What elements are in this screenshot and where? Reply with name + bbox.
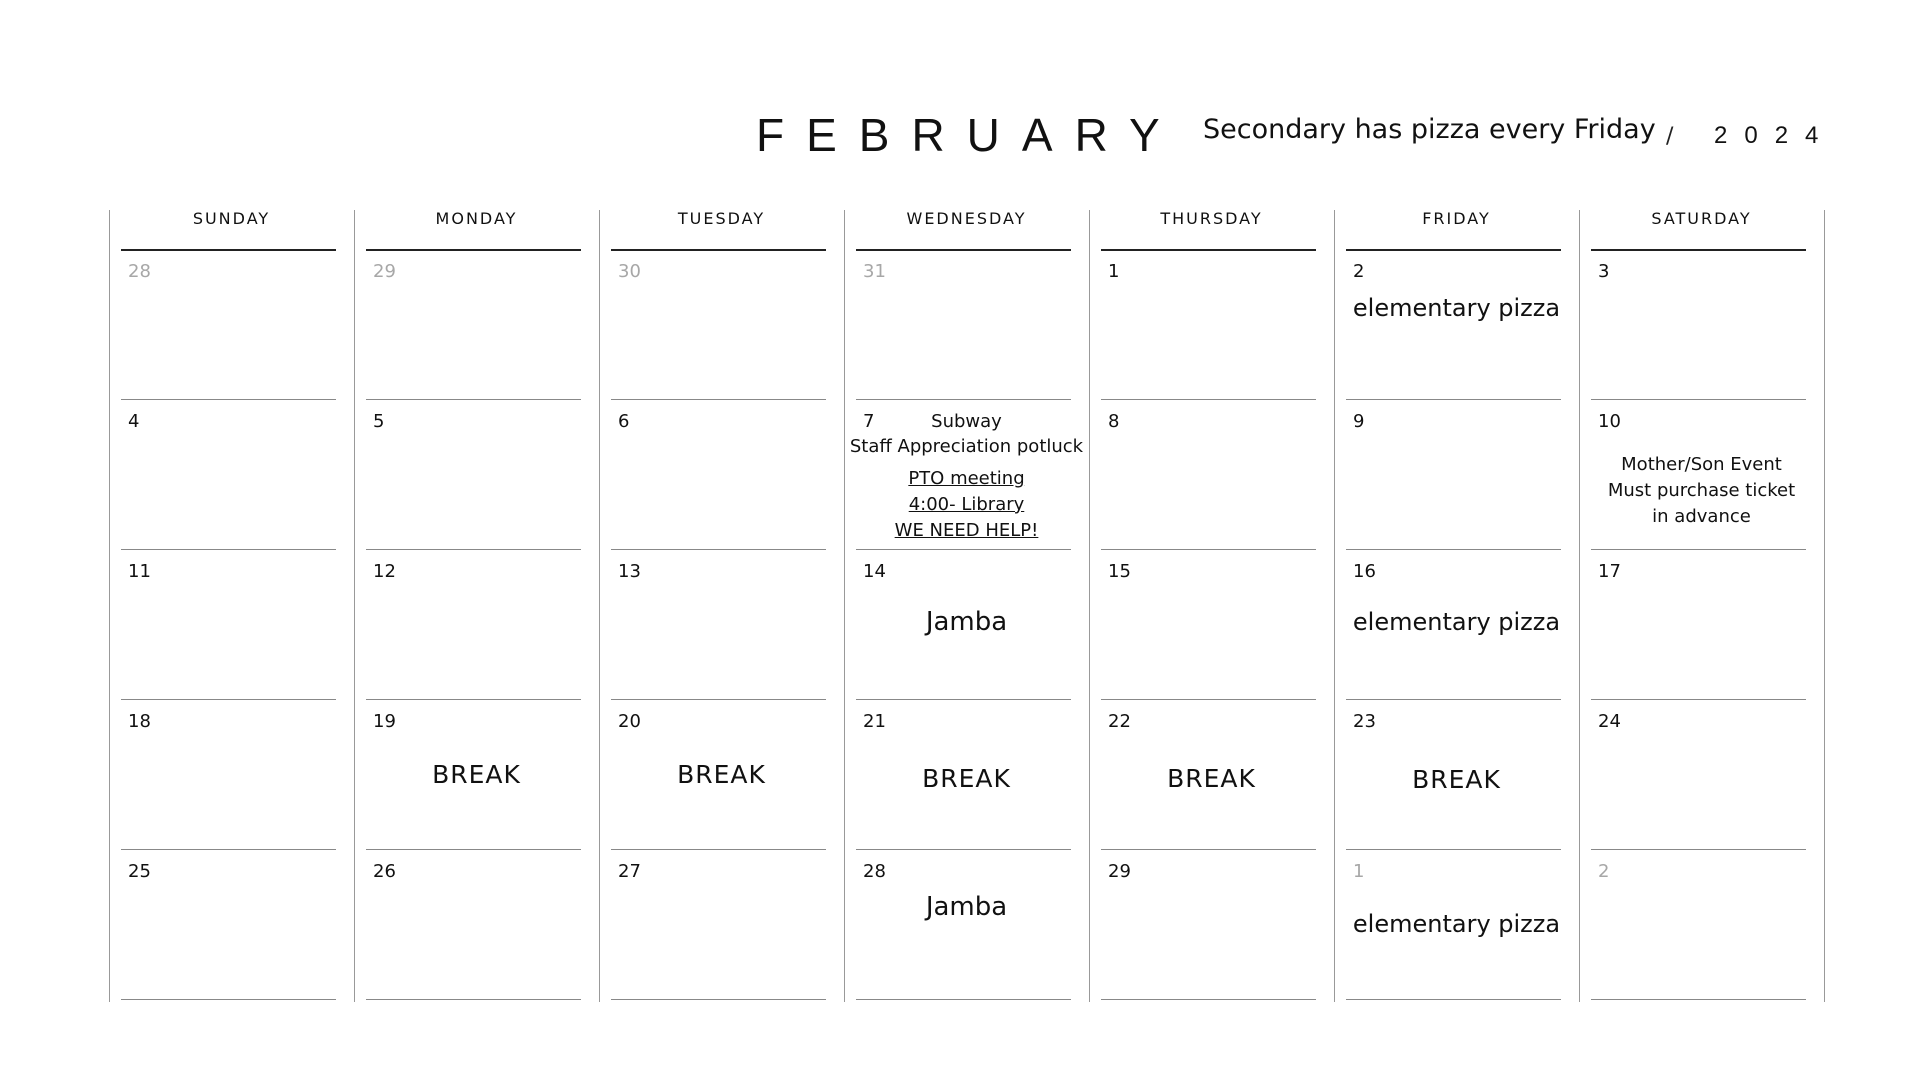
day-number: 26 [373, 861, 396, 882]
day-cell [844, 400, 1089, 550]
year-label: 2024 [1714, 122, 1836, 149]
pizza-note: Secondary has pizza every Friday [1203, 114, 1656, 145]
day-number: 11 [128, 561, 151, 582]
day-number: 31 [863, 261, 886, 282]
day-cell [354, 400, 599, 550]
event-jamba: Jamba [925, 892, 1008, 922]
day-number: 25 [128, 861, 151, 882]
day-cell [1579, 250, 1824, 400]
day-number: 17 [1598, 561, 1621, 582]
day-number: 23 [1353, 711, 1376, 732]
day-number: 2 [1353, 261, 1365, 282]
event-ticket-note: Must purchase ticket [1607, 480, 1796, 501]
day-cell [1334, 700, 1579, 850]
day-number: 19 [373, 711, 396, 732]
title-separator: / [1666, 124, 1674, 149]
day-cell [354, 700, 599, 850]
day-cell [599, 400, 844, 550]
day-number: 14 [863, 561, 886, 582]
day-number: 10 [1598, 411, 1621, 432]
day-cell [599, 850, 844, 1000]
day-number: 5 [373, 411, 385, 432]
day-cell [354, 850, 599, 1000]
day-number: 18 [128, 711, 151, 732]
day-number: 1 [1353, 861, 1365, 882]
day-cell [1089, 850, 1334, 1000]
weekday-header-monday: MONDAY [435, 209, 518, 228]
day-number: 13 [618, 561, 641, 582]
day-number: 29 [1108, 861, 1131, 882]
day-number: 9 [1353, 411, 1365, 432]
day-cell [109, 400, 354, 550]
day-cell [1089, 700, 1334, 850]
day-number: 20 [618, 711, 641, 732]
day-number: 4 [128, 411, 140, 432]
event-elementary-pizza: elementary pizza [1352, 608, 1561, 636]
day-cell [844, 550, 1089, 700]
day-cell [844, 250, 1089, 400]
column-saturday [1579, 0, 1824, 1080]
day-number: 22 [1108, 711, 1131, 732]
cell-rule [1101, 999, 1316, 1000]
day-cell [109, 550, 354, 700]
day-cell [1334, 850, 1579, 1000]
weekday-header-sunday: SUNDAY [192, 209, 271, 228]
event-break: BREAK [677, 760, 766, 789]
event-break: BREAK [1412, 765, 1501, 794]
event-pto-meeting: PTO meeting [908, 468, 1025, 489]
column-divider [1824, 210, 1825, 1002]
day-cell [1579, 700, 1824, 850]
event-break: BREAK [432, 760, 521, 789]
weekday-header-friday: FRIDAY [1422, 209, 1491, 228]
day-number: 1 [1108, 261, 1120, 282]
day-number: 2 [1598, 861, 1610, 882]
event-subway: Subway [931, 411, 1002, 432]
day-number: 3 [1598, 261, 1610, 282]
cell-rule [366, 999, 581, 1000]
cell-rule [121, 999, 336, 1000]
cell-rule [1591, 999, 1806, 1000]
day-cell [109, 250, 354, 400]
weekday-header-tuesday: TUESDAY [677, 209, 766, 228]
day-cell [1334, 400, 1579, 550]
day-cell [354, 550, 599, 700]
weekday-header-saturday: SATURDAY [1651, 209, 1752, 228]
day-number: 30 [618, 261, 641, 282]
day-cell [844, 850, 1089, 1000]
event-help-note: WE NEED HELP! [894, 520, 1039, 541]
column-monday [354, 0, 599, 1080]
day-cell [1334, 250, 1579, 400]
day-cell [1089, 250, 1334, 400]
event-elementary-pizza: elementary pizza [1352, 910, 1561, 938]
day-cell [1089, 550, 1334, 700]
day-number: 28 [128, 261, 151, 282]
day-number: 24 [1598, 711, 1621, 732]
day-cell [599, 550, 844, 700]
event-break: BREAK [922, 764, 1011, 793]
column-wednesday [844, 0, 1089, 1080]
event-advance-note: in advance [1652, 506, 1751, 527]
day-number: 15 [1108, 561, 1131, 582]
day-cell [1579, 850, 1824, 1000]
day-cell [109, 700, 354, 850]
day-cell [109, 850, 354, 1000]
day-number: 7 [863, 411, 875, 432]
column-tuesday [599, 0, 844, 1080]
day-cell [1579, 400, 1824, 550]
day-cell [1334, 550, 1579, 700]
event-staff-potluck: Staff Appreciation potluck [849, 436, 1084, 457]
event-mother-son: Mother/Son Event [1621, 454, 1782, 475]
day-number: 29 [373, 261, 396, 282]
cell-rule [1346, 999, 1561, 1000]
day-number: 12 [373, 561, 396, 582]
month-title: FEBRUARY [756, 109, 1182, 161]
column-sunday [109, 0, 354, 1080]
day-number: 27 [618, 861, 641, 882]
column-friday [1334, 0, 1579, 1080]
day-cell [1579, 550, 1824, 700]
day-cell [599, 700, 844, 850]
day-cell [1089, 400, 1334, 550]
weekday-header-thursday: THURSDAY [1160, 209, 1263, 228]
day-number: 6 [618, 411, 630, 432]
event-elementary-pizza: elementary pizza [1352, 294, 1561, 322]
event-break: BREAK [1167, 764, 1256, 793]
day-number: 8 [1108, 411, 1120, 432]
day-cell [354, 250, 599, 400]
column-thursday [1089, 0, 1334, 1080]
day-number: 28 [863, 861, 886, 882]
event-pto-time: 4:00- Library [908, 494, 1025, 515]
day-cell [844, 700, 1089, 850]
weekday-header-wednesday: WEDNESDAY [906, 209, 1027, 228]
day-number: 21 [863, 711, 886, 732]
cell-rule [611, 999, 826, 1000]
day-number: 16 [1353, 561, 1376, 582]
event-jamba: Jamba [925, 607, 1008, 637]
cell-rule [856, 999, 1071, 1000]
day-cell [599, 250, 844, 400]
